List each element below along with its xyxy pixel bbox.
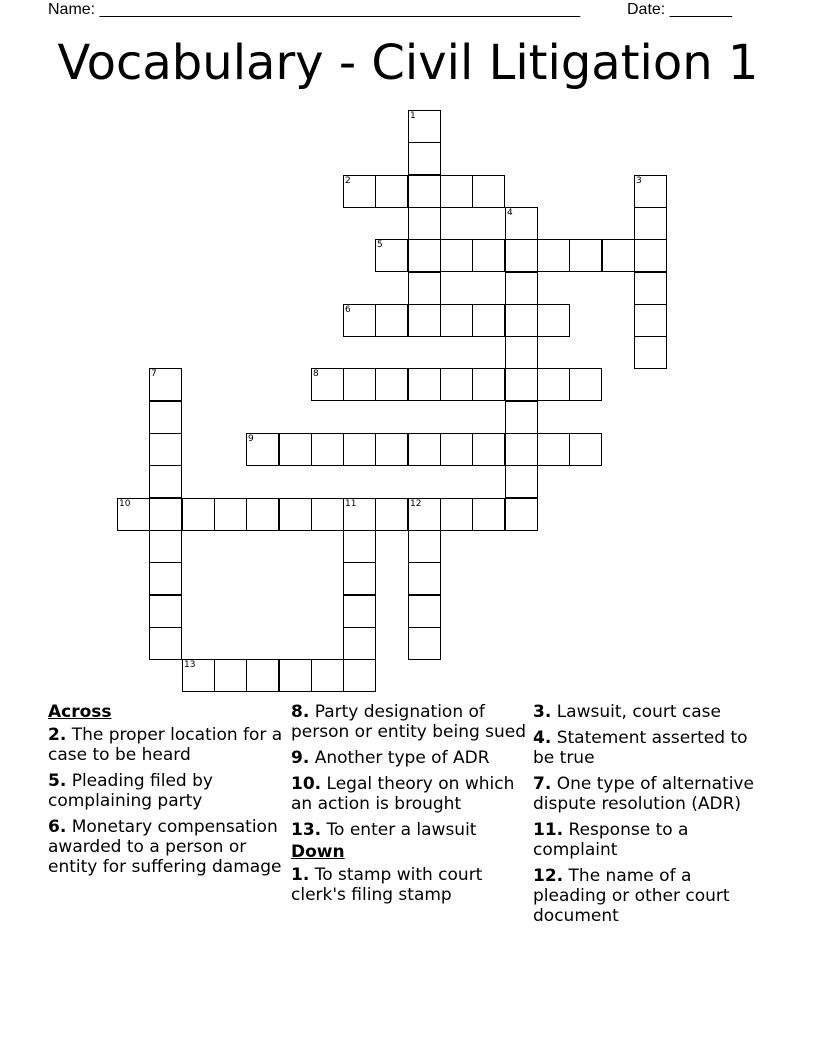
clue-text: The proper location for a case to be heard [48, 725, 283, 765]
crossword-cell [343, 368, 376, 401]
crossword-cell [343, 304, 376, 337]
clue-across-6 [48, 817, 284, 877]
crossword-cell [246, 498, 279, 531]
cell-number: 1 [410, 111, 416, 121]
clue-across-9 [291, 748, 527, 768]
crossword-cell [246, 659, 279, 692]
crossword-cell [343, 175, 376, 208]
clue-down-12 [533, 866, 769, 926]
cell-number: 11 [345, 499, 357, 509]
clue-text: To enter a lawsuit [326, 820, 477, 840]
clue-text: Another type of ADR [314, 748, 490, 768]
crossword-cell [375, 368, 408, 401]
crossword-cell [408, 530, 441, 563]
crossword-cell [440, 368, 473, 401]
crossword-cell [279, 659, 312, 692]
crossword-cell [149, 562, 182, 595]
crossword-cell [311, 368, 344, 401]
clue-text: Response to a complaint [533, 820, 689, 860]
crossword-cell [343, 433, 376, 466]
crossword-cell [182, 498, 215, 531]
crossword-cell [149, 368, 182, 401]
crossword-cell [408, 595, 441, 628]
clue-down-3 [533, 702, 769, 722]
crossword-cell [505, 433, 538, 466]
crossword-cell [634, 336, 667, 369]
crossword-cell [408, 207, 441, 240]
clue-number: 6. [48, 817, 67, 837]
cell-number: 9 [248, 434, 254, 444]
clue-number: 1. [291, 865, 310, 885]
cell-number: 5 [377, 240, 383, 250]
crossword-cell [472, 304, 505, 337]
clue-text: Legal theory on which an action is brought [291, 774, 515, 814]
clue-number: 12. [533, 866, 564, 886]
clue-number: 10. [291, 774, 322, 794]
clue-down-1 [291, 865, 527, 905]
crossword-cell [408, 175, 441, 208]
crossword-cell [537, 239, 570, 272]
name-field-label: Name: ______________________________________________________ [48, 1, 581, 18]
crossword-cell [472, 498, 505, 531]
clue-across-2 [48, 725, 284, 765]
crossword-cell [408, 239, 441, 272]
clue-number: 7. [533, 774, 552, 794]
cell-number: 2 [345, 176, 351, 186]
crossword-cell [375, 175, 408, 208]
crossword-cell [408, 498, 441, 531]
crossword-cell [408, 433, 441, 466]
crossword-cell [149, 401, 182, 434]
crossword-cell [343, 659, 376, 692]
crossword-cell [505, 272, 538, 305]
crossword-cell [311, 433, 344, 466]
clue-text: To stamp with court clerk's filing stamp [291, 865, 483, 905]
clue-text: Lawsuit, court case [556, 702, 721, 722]
clue-across-5 [48, 771, 284, 811]
crossword-cell [182, 659, 215, 692]
down-heading: Down [291, 842, 345, 862]
crossword-cell [472, 368, 505, 401]
crossword-cell [505, 304, 538, 337]
clue-number: 11. [533, 820, 564, 840]
clue-text: Pleading filed by complaining party [48, 771, 213, 811]
clues-column-2 [291, 702, 527, 911]
crossword-cell [505, 465, 538, 498]
across-heading: Across [48, 702, 112, 722]
crossword-cell [472, 239, 505, 272]
clue-text: Party designation of person or entity being sued [291, 702, 527, 742]
clue-across-10 [291, 774, 527, 814]
crossword-cell [505, 498, 538, 531]
cell-number: 7 [151, 369, 157, 379]
crossword-cell [634, 239, 667, 272]
clue-text: Statement asserted to be true [533, 728, 748, 768]
cell-number: 12 [410, 499, 422, 509]
crossword-cell [343, 562, 376, 595]
crossword-cell [408, 110, 441, 143]
clue-across-13 [291, 820, 527, 840]
clues-column-3 [533, 702, 769, 932]
crossword-cell [440, 175, 473, 208]
crossword-cell [214, 498, 247, 531]
crossword-cell [375, 498, 408, 531]
crossword-cell [408, 627, 441, 660]
clues-column-1 [48, 702, 284, 883]
crossword-cell [569, 368, 602, 401]
crossword-cell [117, 498, 150, 531]
clue-down-4 [533, 728, 769, 768]
cell-number: 6 [345, 305, 351, 315]
crossword-cell [149, 627, 182, 660]
crossword-cell [634, 207, 667, 240]
crossword-cell [472, 433, 505, 466]
clue-across-8 [291, 702, 527, 742]
clue-number: 2. [48, 725, 67, 745]
crossword-cell [537, 304, 570, 337]
crossword-cell [408, 142, 441, 175]
cell-number: 4 [507, 208, 513, 218]
clue-number: 4. [533, 728, 552, 748]
crossword-cell [375, 239, 408, 272]
crossword-cell [505, 368, 538, 401]
crossword-cell [505, 336, 538, 369]
crossword-cell [311, 659, 344, 692]
clue-down-7 [533, 774, 769, 814]
crossword-cell [149, 498, 182, 531]
crossword-cell [472, 175, 505, 208]
crossword-cell [279, 498, 312, 531]
crossword-cell [537, 368, 570, 401]
clue-down-11 [533, 820, 769, 860]
crossword-cell [279, 433, 312, 466]
clue-text: The name of a pleading or other court document [533, 866, 730, 926]
crossword-cell [343, 530, 376, 563]
clue-number: 3. [533, 702, 552, 722]
crossword-cell [246, 433, 279, 466]
crossword-cell [569, 433, 602, 466]
page-title: Vocabulary - Civil Litigation 1 [57, 35, 759, 91]
crossword-cell [602, 239, 635, 272]
crossword-cell [634, 272, 667, 305]
cell-number: 13 [184, 660, 196, 670]
crossword-cell [634, 175, 667, 208]
crossword-cell [149, 433, 182, 466]
crossword-cell [440, 239, 473, 272]
crossword-cell [440, 498, 473, 531]
crossword-cell [375, 304, 408, 337]
crossword-cell [149, 595, 182, 628]
crossword-cell [311, 498, 344, 531]
crossword-cell [375, 433, 408, 466]
crossword-cell [408, 304, 441, 337]
clue-number: 9. [291, 748, 310, 768]
clue-text: Monetary compensation awarded to a person or entity for suffering damage [48, 817, 282, 877]
crossword-cell [569, 239, 602, 272]
clue-number: 8. [291, 702, 310, 722]
cell-number: 3 [636, 176, 642, 186]
crossword-cell [505, 401, 538, 434]
crossword-cell [440, 433, 473, 466]
crossword-cell [343, 627, 376, 660]
crossword-cell [343, 498, 376, 531]
clue-number: 13. [291, 820, 322, 840]
cell-number: 8 [313, 369, 319, 379]
clue-text: One type of alternative dispute resolution (ADR) [533, 774, 754, 814]
cell-number: 10 [119, 499, 131, 509]
date-field-label: Date: _______ [627, 1, 732, 18]
crossword-cell [214, 659, 247, 692]
clue-number: 5. [48, 771, 67, 791]
crossword-cell [440, 304, 473, 337]
crossword-cell [408, 562, 441, 595]
crossword-cell [149, 465, 182, 498]
crossword-cell [505, 207, 538, 240]
crossword-cell [408, 368, 441, 401]
crossword-cell [343, 595, 376, 628]
crossword-cell [149, 530, 182, 563]
crossword-cell [505, 239, 538, 272]
crossword-cell [408, 272, 441, 305]
crossword-cell [634, 304, 667, 337]
crossword-cell [537, 433, 570, 466]
